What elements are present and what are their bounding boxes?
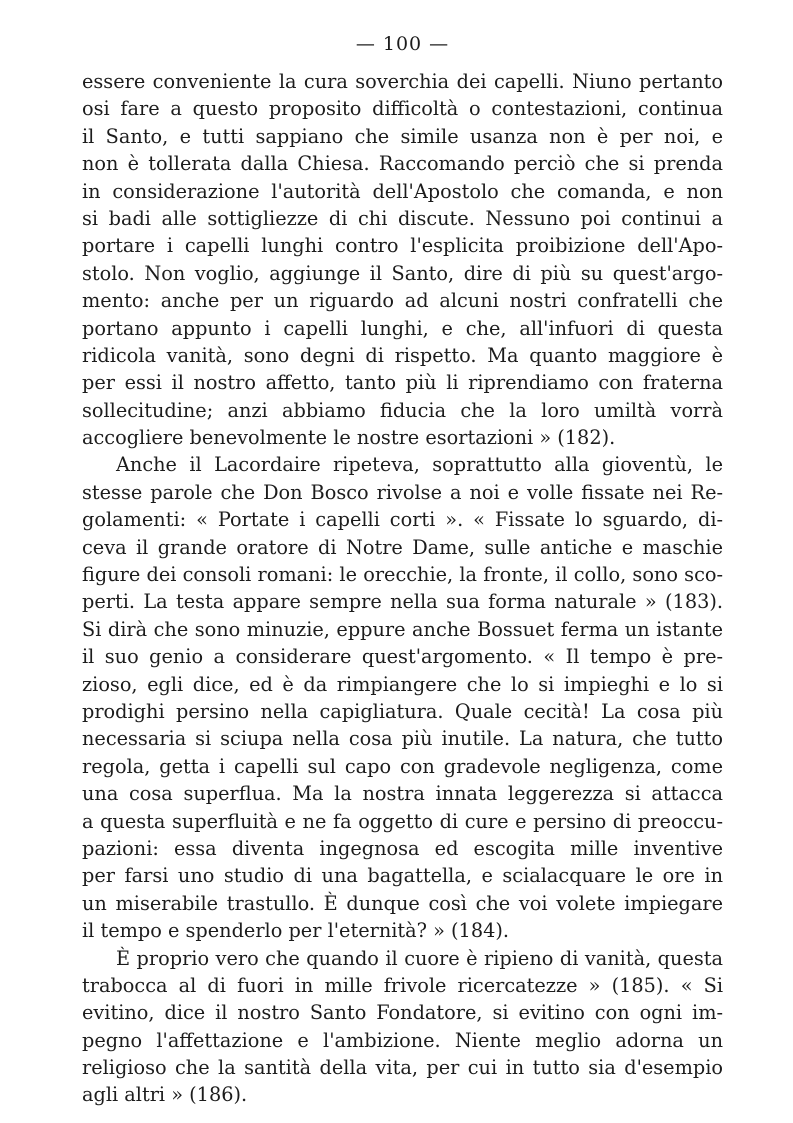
text-line: figure dei consoli romani: le orecchie, la fronte, il collo, sono sco- — [82, 563, 723, 587]
text-line: per farsi uno studio di una bagattella, e scialacquare le ore in — [82, 864, 723, 888]
text-line: a questa superfluità e ne fa oggetto di cure e persino di preoccu- — [82, 809, 723, 833]
text-line: il Santo, e tutti sappiano che simile usanza non è per noi, e — [82, 124, 723, 148]
text-line: evitino, dice il nostro Santo Fondatore, si evitino con ogni im- — [82, 1001, 723, 1025]
text-line: prodighi persino nella capigliatura. Quale cecità! La cosa più — [82, 699, 723, 723]
text-line: portano appunto i capelli lunghi, e che, all'infuori di questa — [82, 316, 723, 340]
text-line: portare i capelli lunghi contro l'esplicita proibizione dell'Apo- — [82, 234, 723, 258]
text-line: ceva il grande oratore di Notre Dame, sulle antiche e maschie — [82, 535, 723, 559]
text-line: osi fare a questo proposito difficoltà o contestazioni, continua — [82, 97, 723, 121]
text-line: necessaria si sciupa nella cosa più inutile. La natura, che tutto — [82, 727, 723, 751]
text-line: per essi il nostro affetto, tanto più li riprendiamo con fraterna — [82, 371, 723, 395]
text-line: mento: anche per un riguardo ad alcuni nostri confratelli che — [82, 289, 723, 313]
text-line: stesse parole che Don Bosco rivolse a noi e volle fissate nei Re- — [82, 480, 723, 504]
text-line: religioso che la santità della vita, per cui in tutto sia d'esempio — [82, 1056, 723, 1080]
text-line: agli altri » (186). — [82, 1083, 248, 1107]
text-line: È proprio vero che quando il cuore è ripieno di vanità, questa — [116, 946, 723, 970]
text-line: pazioni: essa diventa ingegnosa ed escogita mille inventive — [82, 836, 723, 860]
text-line: trabocca al di fuori in mille frivole ricercatezze » (185). « Si — [82, 973, 723, 997]
page-number: — 100 — — [355, 33, 450, 55]
text-line: pegno l'affettazione e l'ambizione. Niente meglio adorna un — [82, 1028, 723, 1052]
text-line: un miserabile trastullo. È dunque così che voi volete impiegare — [82, 891, 723, 915]
text-line: stolo. Non voglio, aggiunge il Santo, dire di più su quest'argo- — [82, 261, 723, 285]
text-line: sollecitudine; anzi abbiamo fiducia che la loro umiltà vorrà — [82, 398, 723, 422]
text-line: il tempo e spenderlo per l'eternità? » (184). — [82, 919, 510, 943]
body-text — [82, 68, 723, 1109]
text-line: Anche il Lacordaire ripeteva, soprattutto alla gioventù, le — [116, 453, 723, 477]
text-line: golamenti: « Portate i capelli corti ». « Fissate lo sguardo, di- — [82, 508, 723, 532]
text-line: una cosa superflua. Ma la nostra innata leggerezza si attacca — [82, 782, 723, 806]
text-line: il suo genio a considerare quest'argomento. « Il tempo è pre- — [82, 645, 723, 669]
text-line: perti. La testa appare sempre nella sua forma naturale » (183). — [82, 590, 723, 614]
text-line: regola, getta i capelli sul capo con gradevole negligenza, come — [82, 754, 723, 778]
text-line: non è tollerata dalla Chiesa. Raccomando perciò che si prenda — [82, 152, 723, 176]
text-line: zioso, egli dice, ed è da rimpiangere che lo si impieghi e lo si — [82, 672, 723, 696]
text-line: essere conveniente la cura soverchia dei capelli. Niuno pertanto — [82, 70, 723, 93]
text-line: Si dirà che sono minuzie, eppure anche Bossuet ferma un istante — [82, 617, 723, 641]
text-line: ridicola vanità, sono degni di rispetto. Ma quanto maggiore è — [82, 343, 723, 367]
text-line: in considerazione l'autorità dell'Apostolo che comanda, e non — [82, 179, 723, 203]
text-line: accogliere benevolmente le nostre esortazioni » (182). — [82, 426, 616, 450]
text-line: si badi alle sottigliezze di chi discute. Nessuno poi continui a — [82, 206, 723, 230]
